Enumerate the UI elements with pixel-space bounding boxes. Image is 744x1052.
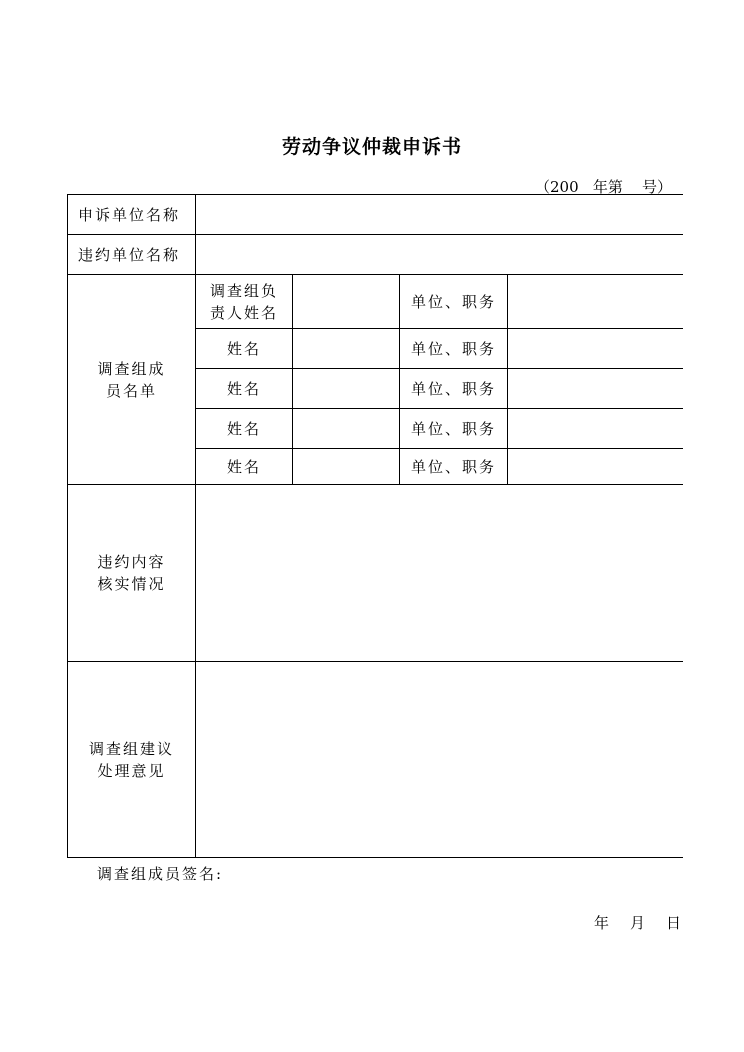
team-suggestion-label: 调查组建议处理意见 bbox=[68, 662, 196, 858]
member-unit-field[interactable] bbox=[508, 449, 683, 485]
member-name-field[interactable] bbox=[293, 409, 400, 449]
member-name-label: 姓名 bbox=[196, 449, 293, 485]
member-name-field[interactable] bbox=[293, 449, 400, 485]
document-title: 劳动争议仲裁申诉书 bbox=[281, 136, 462, 158]
team-leader-label: 调查组负责人姓名 bbox=[196, 275, 293, 329]
unit-position-label: 单位、职务 bbox=[400, 449, 508, 485]
team-list-label: 调查组成员名单 bbox=[68, 275, 196, 485]
member-name-label: 姓名 bbox=[196, 329, 293, 369]
signature-label: 调查组成员签名: bbox=[97, 865, 224, 883]
team-suggestion-field[interactable] bbox=[196, 662, 683, 858]
unit-position-label: 单位、职务 bbox=[400, 329, 508, 369]
complainant-unit-label: 申诉单位名称 bbox=[68, 195, 196, 235]
violation-check-field[interactable] bbox=[196, 485, 683, 662]
complainant-unit-field[interactable] bbox=[196, 195, 683, 235]
date-month-label: 月 bbox=[630, 914, 646, 932]
violation-check-label: 违约内容核实情况 bbox=[68, 485, 196, 662]
date-day-label: 日 bbox=[666, 914, 682, 932]
unit-position-label: 单位、职务 bbox=[400, 369, 508, 409]
member-unit-field[interactable] bbox=[508, 369, 683, 409]
date-year-label: 年 bbox=[594, 914, 610, 932]
complaint-form-table bbox=[67, 194, 683, 858]
team-leader-name-field[interactable] bbox=[293, 275, 400, 329]
member-name-label: 姓名 bbox=[196, 369, 293, 409]
violating-unit-field[interactable] bbox=[196, 235, 683, 275]
unit-position-label: 单位、职务 bbox=[400, 275, 508, 329]
member-unit-field[interactable] bbox=[508, 409, 683, 449]
violating-unit-label: 违约单位名称 bbox=[68, 235, 196, 275]
member-name-field[interactable] bbox=[293, 329, 400, 369]
document-number: （200 年第 号） bbox=[535, 178, 673, 196]
team-leader-unit-field[interactable] bbox=[508, 275, 683, 329]
member-name-label: 姓名 bbox=[196, 409, 293, 449]
member-unit-field[interactable] bbox=[508, 329, 683, 369]
member-name-field[interactable] bbox=[293, 369, 400, 409]
unit-position-label: 单位、职务 bbox=[400, 409, 508, 449]
